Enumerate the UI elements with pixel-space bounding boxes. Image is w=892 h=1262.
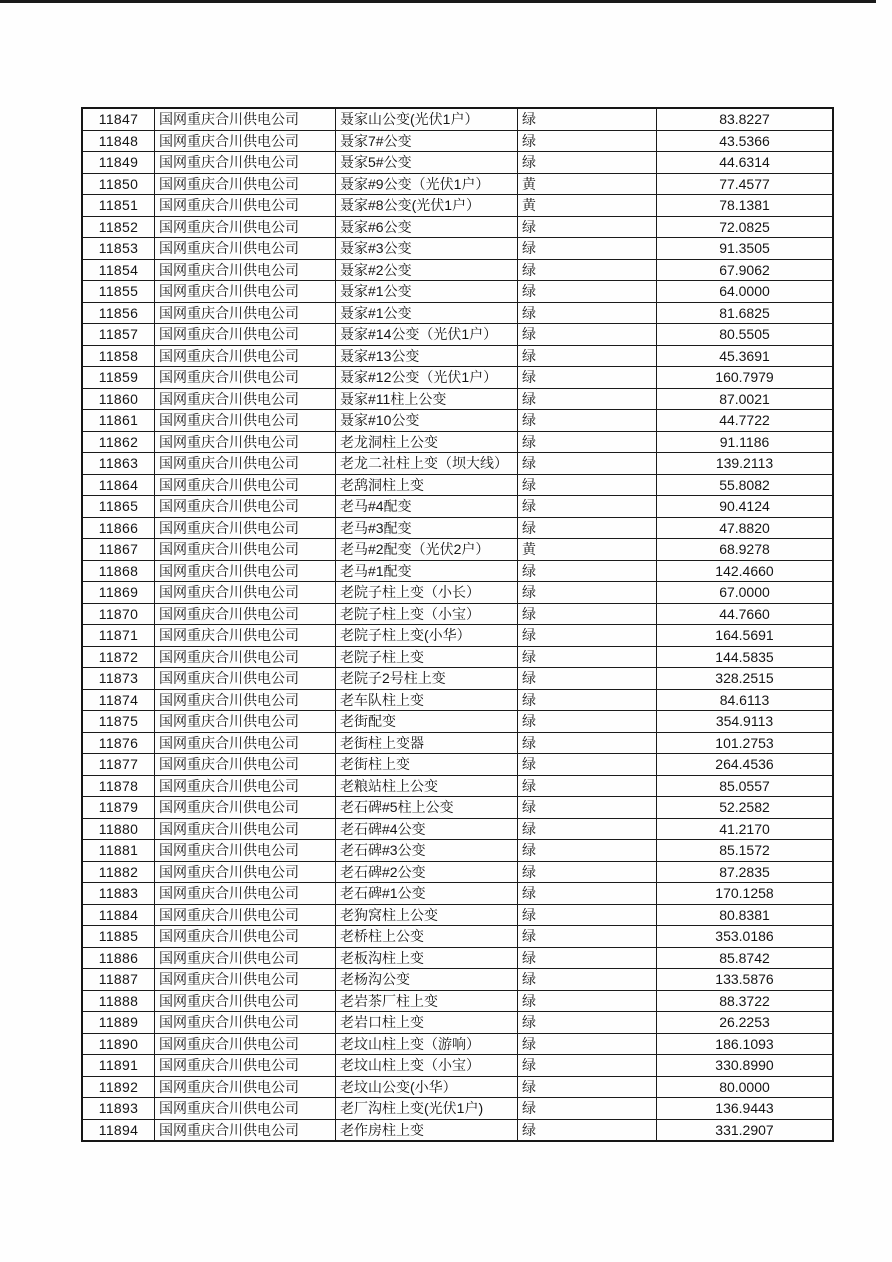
company-cell: 国网重庆合川供电公司 <box>155 689 336 711</box>
company-cell: 国网重庆合川供电公司 <box>155 453 336 475</box>
device-name-cell: 聂家#12公变（光伏1户） <box>336 367 518 389</box>
device-name-cell: 聂家5#公变 <box>336 152 518 174</box>
row-id-cell: 11881 <box>82 840 155 862</box>
value-cell: 80.0000 <box>657 1076 834 1098</box>
device-name-cell: 老作房柱上变 <box>336 1119 518 1141</box>
company-cell: 国网重庆合川供电公司 <box>155 582 336 604</box>
row-id-cell: 11892 <box>82 1076 155 1098</box>
device-name-cell: 老坟山柱上变（小宝） <box>336 1055 518 1077</box>
table-row <box>82 453 833 475</box>
company-cell: 国网重庆合川供电公司 <box>155 818 336 840</box>
value-cell: 353.0186 <box>657 926 834 948</box>
table-row <box>82 711 833 733</box>
value-cell: 77.4577 <box>657 173 834 195</box>
device-name-cell: 聂家#2公变 <box>336 259 518 281</box>
table-row <box>82 818 833 840</box>
status-cell: 绿 <box>518 560 657 582</box>
company-cell: 国网重庆合川供电公司 <box>155 108 336 130</box>
status-cell: 绿 <box>518 1012 657 1034</box>
company-cell: 国网重庆合川供电公司 <box>155 130 336 152</box>
table-row <box>82 732 833 754</box>
row-id-cell: 11891 <box>82 1055 155 1077</box>
company-cell: 国网重庆合川供电公司 <box>155 1119 336 1141</box>
device-name-cell: 老岩口柱上变 <box>336 1012 518 1034</box>
status-cell: 绿 <box>518 603 657 625</box>
value-cell: 136.9443 <box>657 1098 834 1120</box>
device-name-cell: 聂家#1公变 <box>336 281 518 303</box>
value-cell: 45.3691 <box>657 345 834 367</box>
status-cell: 绿 <box>518 130 657 152</box>
table-row <box>82 1055 833 1077</box>
device-name-cell: 聂家#6公变 <box>336 216 518 238</box>
status-cell: 绿 <box>518 281 657 303</box>
row-id-cell: 11851 <box>82 195 155 217</box>
device-name-cell: 老坟山柱上变（游响） <box>336 1033 518 1055</box>
value-cell: 52.2582 <box>657 797 834 819</box>
device-name-cell: 老石碑#3公变 <box>336 840 518 862</box>
row-id-cell: 11861 <box>82 410 155 432</box>
company-cell: 国网重庆合川供电公司 <box>155 711 336 733</box>
status-cell: 绿 <box>518 1033 657 1055</box>
device-name-cell: 聂家#14公变（光伏1户） <box>336 324 518 346</box>
status-cell: 绿 <box>518 840 657 862</box>
table-row <box>82 474 833 496</box>
value-cell: 133.5876 <box>657 969 834 991</box>
row-id-cell: 11860 <box>82 388 155 410</box>
value-cell: 44.6314 <box>657 152 834 174</box>
company-cell: 国网重庆合川供电公司 <box>155 539 336 561</box>
status-cell: 绿 <box>518 1076 657 1098</box>
status-cell: 绿 <box>518 453 657 475</box>
device-name-cell: 聂家#3公变 <box>336 238 518 260</box>
value-cell: 68.9278 <box>657 539 834 561</box>
value-cell: 67.9062 <box>657 259 834 281</box>
company-cell: 国网重庆合川供电公司 <box>155 1098 336 1120</box>
status-cell: 绿 <box>518 259 657 281</box>
device-name-cell: 老厂沟柱上变(光伏1户) <box>336 1098 518 1120</box>
value-cell: 26.2253 <box>657 1012 834 1034</box>
row-id-cell: 11880 <box>82 818 155 840</box>
value-cell: 160.7979 <box>657 367 834 389</box>
status-cell: 绿 <box>518 861 657 883</box>
company-cell: 国网重庆合川供电公司 <box>155 926 336 948</box>
value-cell: 87.2835 <box>657 861 834 883</box>
status-cell: 绿 <box>518 431 657 453</box>
value-cell: 41.2170 <box>657 818 834 840</box>
table-row <box>82 969 833 991</box>
status-cell: 绿 <box>518 496 657 518</box>
value-cell: 72.0825 <box>657 216 834 238</box>
device-name-cell: 老街柱上变 <box>336 754 518 776</box>
value-cell: 44.7722 <box>657 410 834 432</box>
status-cell: 绿 <box>518 969 657 991</box>
status-cell: 绿 <box>518 797 657 819</box>
company-cell: 国网重庆合川供电公司 <box>155 646 336 668</box>
value-cell: 67.0000 <box>657 582 834 604</box>
value-cell: 85.0557 <box>657 775 834 797</box>
status-cell: 绿 <box>518 646 657 668</box>
value-cell: 170.1258 <box>657 883 834 905</box>
company-cell: 国网重庆合川供电公司 <box>155 496 336 518</box>
row-id-cell: 11863 <box>82 453 155 475</box>
value-cell: 64.0000 <box>657 281 834 303</box>
row-id-cell: 11847 <box>82 108 155 130</box>
value-cell: 78.1381 <box>657 195 834 217</box>
value-cell: 91.3505 <box>657 238 834 260</box>
device-name-cell: 老龙洞柱上公变 <box>336 431 518 453</box>
device-name-cell: 老马#1配变 <box>336 560 518 582</box>
row-id-cell: 11875 <box>82 711 155 733</box>
status-cell: 绿 <box>518 754 657 776</box>
device-name-cell: 老车队柱上变 <box>336 689 518 711</box>
value-cell: 186.1093 <box>657 1033 834 1055</box>
value-cell: 43.5366 <box>657 130 834 152</box>
company-cell: 国网重庆合川供电公司 <box>155 861 336 883</box>
status-cell: 绿 <box>518 388 657 410</box>
company-cell: 国网重庆合川供电公司 <box>155 345 336 367</box>
value-cell: 81.6825 <box>657 302 834 324</box>
table-row <box>82 754 833 776</box>
status-cell: 绿 <box>518 711 657 733</box>
status-cell: 绿 <box>518 108 657 130</box>
row-id-cell: 11867 <box>82 539 155 561</box>
value-cell: 80.8381 <box>657 904 834 926</box>
status-cell: 绿 <box>518 1098 657 1120</box>
row-id-cell: 11883 <box>82 883 155 905</box>
row-id-cell: 11885 <box>82 926 155 948</box>
company-cell: 国网重庆合川供电公司 <box>155 367 336 389</box>
status-cell: 绿 <box>518 883 657 905</box>
value-cell: 328.2515 <box>657 668 834 690</box>
status-cell: 绿 <box>518 582 657 604</box>
company-cell: 国网重庆合川供电公司 <box>155 947 336 969</box>
company-cell: 国网重庆合川供电公司 <box>155 840 336 862</box>
row-id-cell: 11856 <box>82 302 155 324</box>
company-cell: 国网重庆合川供电公司 <box>155 1055 336 1077</box>
device-name-cell: 聂家#8公变(光伏1户） <box>336 195 518 217</box>
row-id-cell: 11866 <box>82 517 155 539</box>
company-cell: 国网重庆合川供电公司 <box>155 431 336 453</box>
row-id-cell: 11865 <box>82 496 155 518</box>
table-row <box>82 1119 833 1141</box>
table-row <box>82 861 833 883</box>
device-name-cell: 老石碑#2公变 <box>336 861 518 883</box>
company-cell: 国网重庆合川供电公司 <box>155 603 336 625</box>
device-name-cell: 老石碑#1公变 <box>336 883 518 905</box>
status-cell: 绿 <box>518 689 657 711</box>
status-cell: 绿 <box>518 732 657 754</box>
table-row <box>82 603 833 625</box>
row-id-cell: 11870 <box>82 603 155 625</box>
table-row <box>82 1033 833 1055</box>
row-id-cell: 11877 <box>82 754 155 776</box>
status-cell: 黄 <box>518 195 657 217</box>
company-cell: 国网重庆合川供电公司 <box>155 1033 336 1055</box>
company-cell: 国网重庆合川供电公司 <box>155 259 336 281</box>
row-id-cell: 11874 <box>82 689 155 711</box>
table-row <box>82 108 833 130</box>
row-id-cell: 11853 <box>82 238 155 260</box>
row-id-cell: 11884 <box>82 904 155 926</box>
table-row <box>82 560 833 582</box>
device-name-cell: 老院子柱上变（小宝） <box>336 603 518 625</box>
row-id-cell: 11886 <box>82 947 155 969</box>
row-id-cell: 11894 <box>82 1119 155 1141</box>
table-row <box>82 410 833 432</box>
company-cell: 国网重庆合川供电公司 <box>155 195 336 217</box>
value-cell: 144.5835 <box>657 646 834 668</box>
status-cell: 黄 <box>518 173 657 195</box>
company-cell: 国网重庆合川供电公司 <box>155 281 336 303</box>
company-cell: 国网重庆合川供电公司 <box>155 969 336 991</box>
table-row <box>82 668 833 690</box>
value-cell: 331.2907 <box>657 1119 834 1141</box>
table-row <box>82 238 833 260</box>
row-id-cell: 11882 <box>82 861 155 883</box>
status-cell: 绿 <box>518 904 657 926</box>
row-id-cell: 11873 <box>82 668 155 690</box>
device-name-cell: 聂家#1公变 <box>336 302 518 324</box>
table-row <box>82 367 833 389</box>
device-name-cell: 老院子2号柱上变 <box>336 668 518 690</box>
row-id-cell: 11872 <box>82 646 155 668</box>
table-row <box>82 904 833 926</box>
device-name-cell: 老狗窝柱上公变 <box>336 904 518 926</box>
status-cell: 绿 <box>518 818 657 840</box>
company-cell: 国网重庆合川供电公司 <box>155 1076 336 1098</box>
value-cell: 90.4124 <box>657 496 834 518</box>
company-cell: 国网重庆合川供电公司 <box>155 474 336 496</box>
table-body <box>82 108 833 1141</box>
value-cell: 84.6113 <box>657 689 834 711</box>
device-name-cell: 老街柱上变器 <box>336 732 518 754</box>
company-cell: 国网重庆合川供电公司 <box>155 1012 336 1034</box>
company-cell: 国网重庆合川供电公司 <box>155 883 336 905</box>
table-row <box>82 517 833 539</box>
device-name-cell: 聂家#10公变 <box>336 410 518 432</box>
device-name-cell: 老马#4配变 <box>336 496 518 518</box>
company-cell: 国网重庆合川供电公司 <box>155 410 336 432</box>
row-id-cell: 11864 <box>82 474 155 496</box>
company-cell: 国网重庆合川供电公司 <box>155 668 336 690</box>
row-id-cell: 11854 <box>82 259 155 281</box>
table-row <box>82 947 833 969</box>
status-cell: 黄 <box>518 539 657 561</box>
table-row <box>82 388 833 410</box>
company-cell: 国网重庆合川供电公司 <box>155 388 336 410</box>
company-cell: 国网重庆合川供电公司 <box>155 560 336 582</box>
value-cell: 85.1572 <box>657 840 834 862</box>
table-row <box>82 926 833 948</box>
table-row <box>82 775 833 797</box>
status-cell: 绿 <box>518 474 657 496</box>
value-cell: 142.4660 <box>657 560 834 582</box>
table-row <box>82 625 833 647</box>
status-cell: 绿 <box>518 1055 657 1077</box>
value-cell: 80.5505 <box>657 324 834 346</box>
transformer-table <box>81 107 834 1142</box>
company-cell: 国网重庆合川供电公司 <box>155 990 336 1012</box>
device-name-cell: 老板沟柱上变 <box>336 947 518 969</box>
company-cell: 国网重庆合川供电公司 <box>155 625 336 647</box>
row-id-cell: 11893 <box>82 1098 155 1120</box>
value-cell: 83.8227 <box>657 108 834 130</box>
table-row <box>82 797 833 819</box>
table-row <box>82 840 833 862</box>
device-name-cell: 老粮站柱上公变 <box>336 775 518 797</box>
status-cell: 绿 <box>518 238 657 260</box>
table-row <box>82 539 833 561</box>
status-cell: 绿 <box>518 926 657 948</box>
row-id-cell: 11889 <box>82 1012 155 1034</box>
device-name-cell: 老马#2配变（光伏2户） <box>336 539 518 561</box>
table-row <box>82 1012 833 1034</box>
status-cell: 绿 <box>518 517 657 539</box>
table-row <box>82 496 833 518</box>
table-row <box>82 259 833 281</box>
device-name-cell: 老岩茶厂柱上变 <box>336 990 518 1012</box>
status-cell: 绿 <box>518 1119 657 1141</box>
row-id-cell: 11878 <box>82 775 155 797</box>
table-row <box>82 646 833 668</box>
status-cell: 绿 <box>518 324 657 346</box>
value-cell: 101.2753 <box>657 732 834 754</box>
value-cell: 91.1186 <box>657 431 834 453</box>
status-cell: 绿 <box>518 947 657 969</box>
table-row <box>82 130 833 152</box>
table-row <box>82 1076 833 1098</box>
row-id-cell: 11879 <box>82 797 155 819</box>
row-id-cell: 11857 <box>82 324 155 346</box>
row-id-cell: 11858 <box>82 345 155 367</box>
row-id-cell: 11890 <box>82 1033 155 1055</box>
device-name-cell: 聂家山公变(光伏1户） <box>336 108 518 130</box>
table-row <box>82 883 833 905</box>
status-cell: 绿 <box>518 625 657 647</box>
value-cell: 330.8990 <box>657 1055 834 1077</box>
table-row <box>82 1098 833 1120</box>
table-row <box>82 195 833 217</box>
status-cell: 绿 <box>518 668 657 690</box>
status-cell: 绿 <box>518 302 657 324</box>
device-name-cell: 老桥柱上公变 <box>336 926 518 948</box>
status-cell: 绿 <box>518 345 657 367</box>
device-name-cell: 聂家#11柱上公变 <box>336 388 518 410</box>
table-row <box>82 216 833 238</box>
row-id-cell: 11887 <box>82 969 155 991</box>
value-cell: 85.8742 <box>657 947 834 969</box>
company-cell: 国网重庆合川供电公司 <box>155 216 336 238</box>
device-name-cell: 聂家#9公变（光伏1户） <box>336 173 518 195</box>
company-cell: 国网重庆合川供电公司 <box>155 775 336 797</box>
device-name-cell: 老鸹洞柱上变 <box>336 474 518 496</box>
row-id-cell: 11871 <box>82 625 155 647</box>
table-row <box>82 689 833 711</box>
device-name-cell: 老街配变 <box>336 711 518 733</box>
table-row <box>82 324 833 346</box>
status-cell: 绿 <box>518 152 657 174</box>
table-row <box>82 431 833 453</box>
company-cell: 国网重庆合川供电公司 <box>155 173 336 195</box>
device-name-cell: 聂家#13公变 <box>336 345 518 367</box>
device-name-cell: 老院子柱上变(小华） <box>336 625 518 647</box>
value-cell: 47.8820 <box>657 517 834 539</box>
row-id-cell: 11848 <box>82 130 155 152</box>
company-cell: 国网重庆合川供电公司 <box>155 904 336 926</box>
device-name-cell: 聂家7#公变 <box>336 130 518 152</box>
row-id-cell: 11869 <box>82 582 155 604</box>
row-id-cell: 11876 <box>82 732 155 754</box>
table-row <box>82 302 833 324</box>
device-name-cell: 老马#3配变 <box>336 517 518 539</box>
device-name-cell: 老院子柱上变 <box>336 646 518 668</box>
value-cell: 55.8082 <box>657 474 834 496</box>
row-id-cell: 11862 <box>82 431 155 453</box>
status-cell: 绿 <box>518 216 657 238</box>
table-row <box>82 345 833 367</box>
table-row <box>82 173 833 195</box>
row-id-cell: 11852 <box>82 216 155 238</box>
company-cell: 国网重庆合川供电公司 <box>155 152 336 174</box>
status-cell: 绿 <box>518 990 657 1012</box>
table-row <box>82 152 833 174</box>
table-row <box>82 281 833 303</box>
value-cell: 264.4536 <box>657 754 834 776</box>
table-row <box>82 990 833 1012</box>
status-cell: 绿 <box>518 775 657 797</box>
value-cell: 87.0021 <box>657 388 834 410</box>
value-cell: 354.9113 <box>657 711 834 733</box>
value-cell: 164.5691 <box>657 625 834 647</box>
row-id-cell: 11850 <box>82 173 155 195</box>
company-cell: 国网重庆合川供电公司 <box>155 517 336 539</box>
device-name-cell: 老龙二社柱上变（坝大线） <box>336 453 518 475</box>
row-id-cell: 11859 <box>82 367 155 389</box>
row-id-cell: 11868 <box>82 560 155 582</box>
row-id-cell: 11888 <box>82 990 155 1012</box>
value-cell: 44.7660 <box>657 603 834 625</box>
value-cell: 88.3722 <box>657 990 834 1012</box>
status-cell: 绿 <box>518 410 657 432</box>
company-cell: 国网重庆合川供电公司 <box>155 797 336 819</box>
company-cell: 国网重庆合川供电公司 <box>155 324 336 346</box>
company-cell: 国网重庆合川供电公司 <box>155 302 336 324</box>
row-id-cell: 11849 <box>82 152 155 174</box>
company-cell: 国网重庆合川供电公司 <box>155 238 336 260</box>
company-cell: 国网重庆合川供电公司 <box>155 754 336 776</box>
row-id-cell: 11855 <box>82 281 155 303</box>
table-row <box>82 582 833 604</box>
company-cell: 国网重庆合川供电公司 <box>155 732 336 754</box>
status-cell: 绿 <box>518 367 657 389</box>
device-name-cell: 老坟山公变(小华） <box>336 1076 518 1098</box>
device-name-cell: 老石碑#5柱上公变 <box>336 797 518 819</box>
value-cell: 139.2113 <box>657 453 834 475</box>
device-name-cell: 老石碑#4公变 <box>336 818 518 840</box>
device-name-cell: 老杨沟公变 <box>336 969 518 991</box>
device-name-cell: 老院子柱上变（小长） <box>336 582 518 604</box>
scan-artifact-top-strip <box>0 0 876 3</box>
